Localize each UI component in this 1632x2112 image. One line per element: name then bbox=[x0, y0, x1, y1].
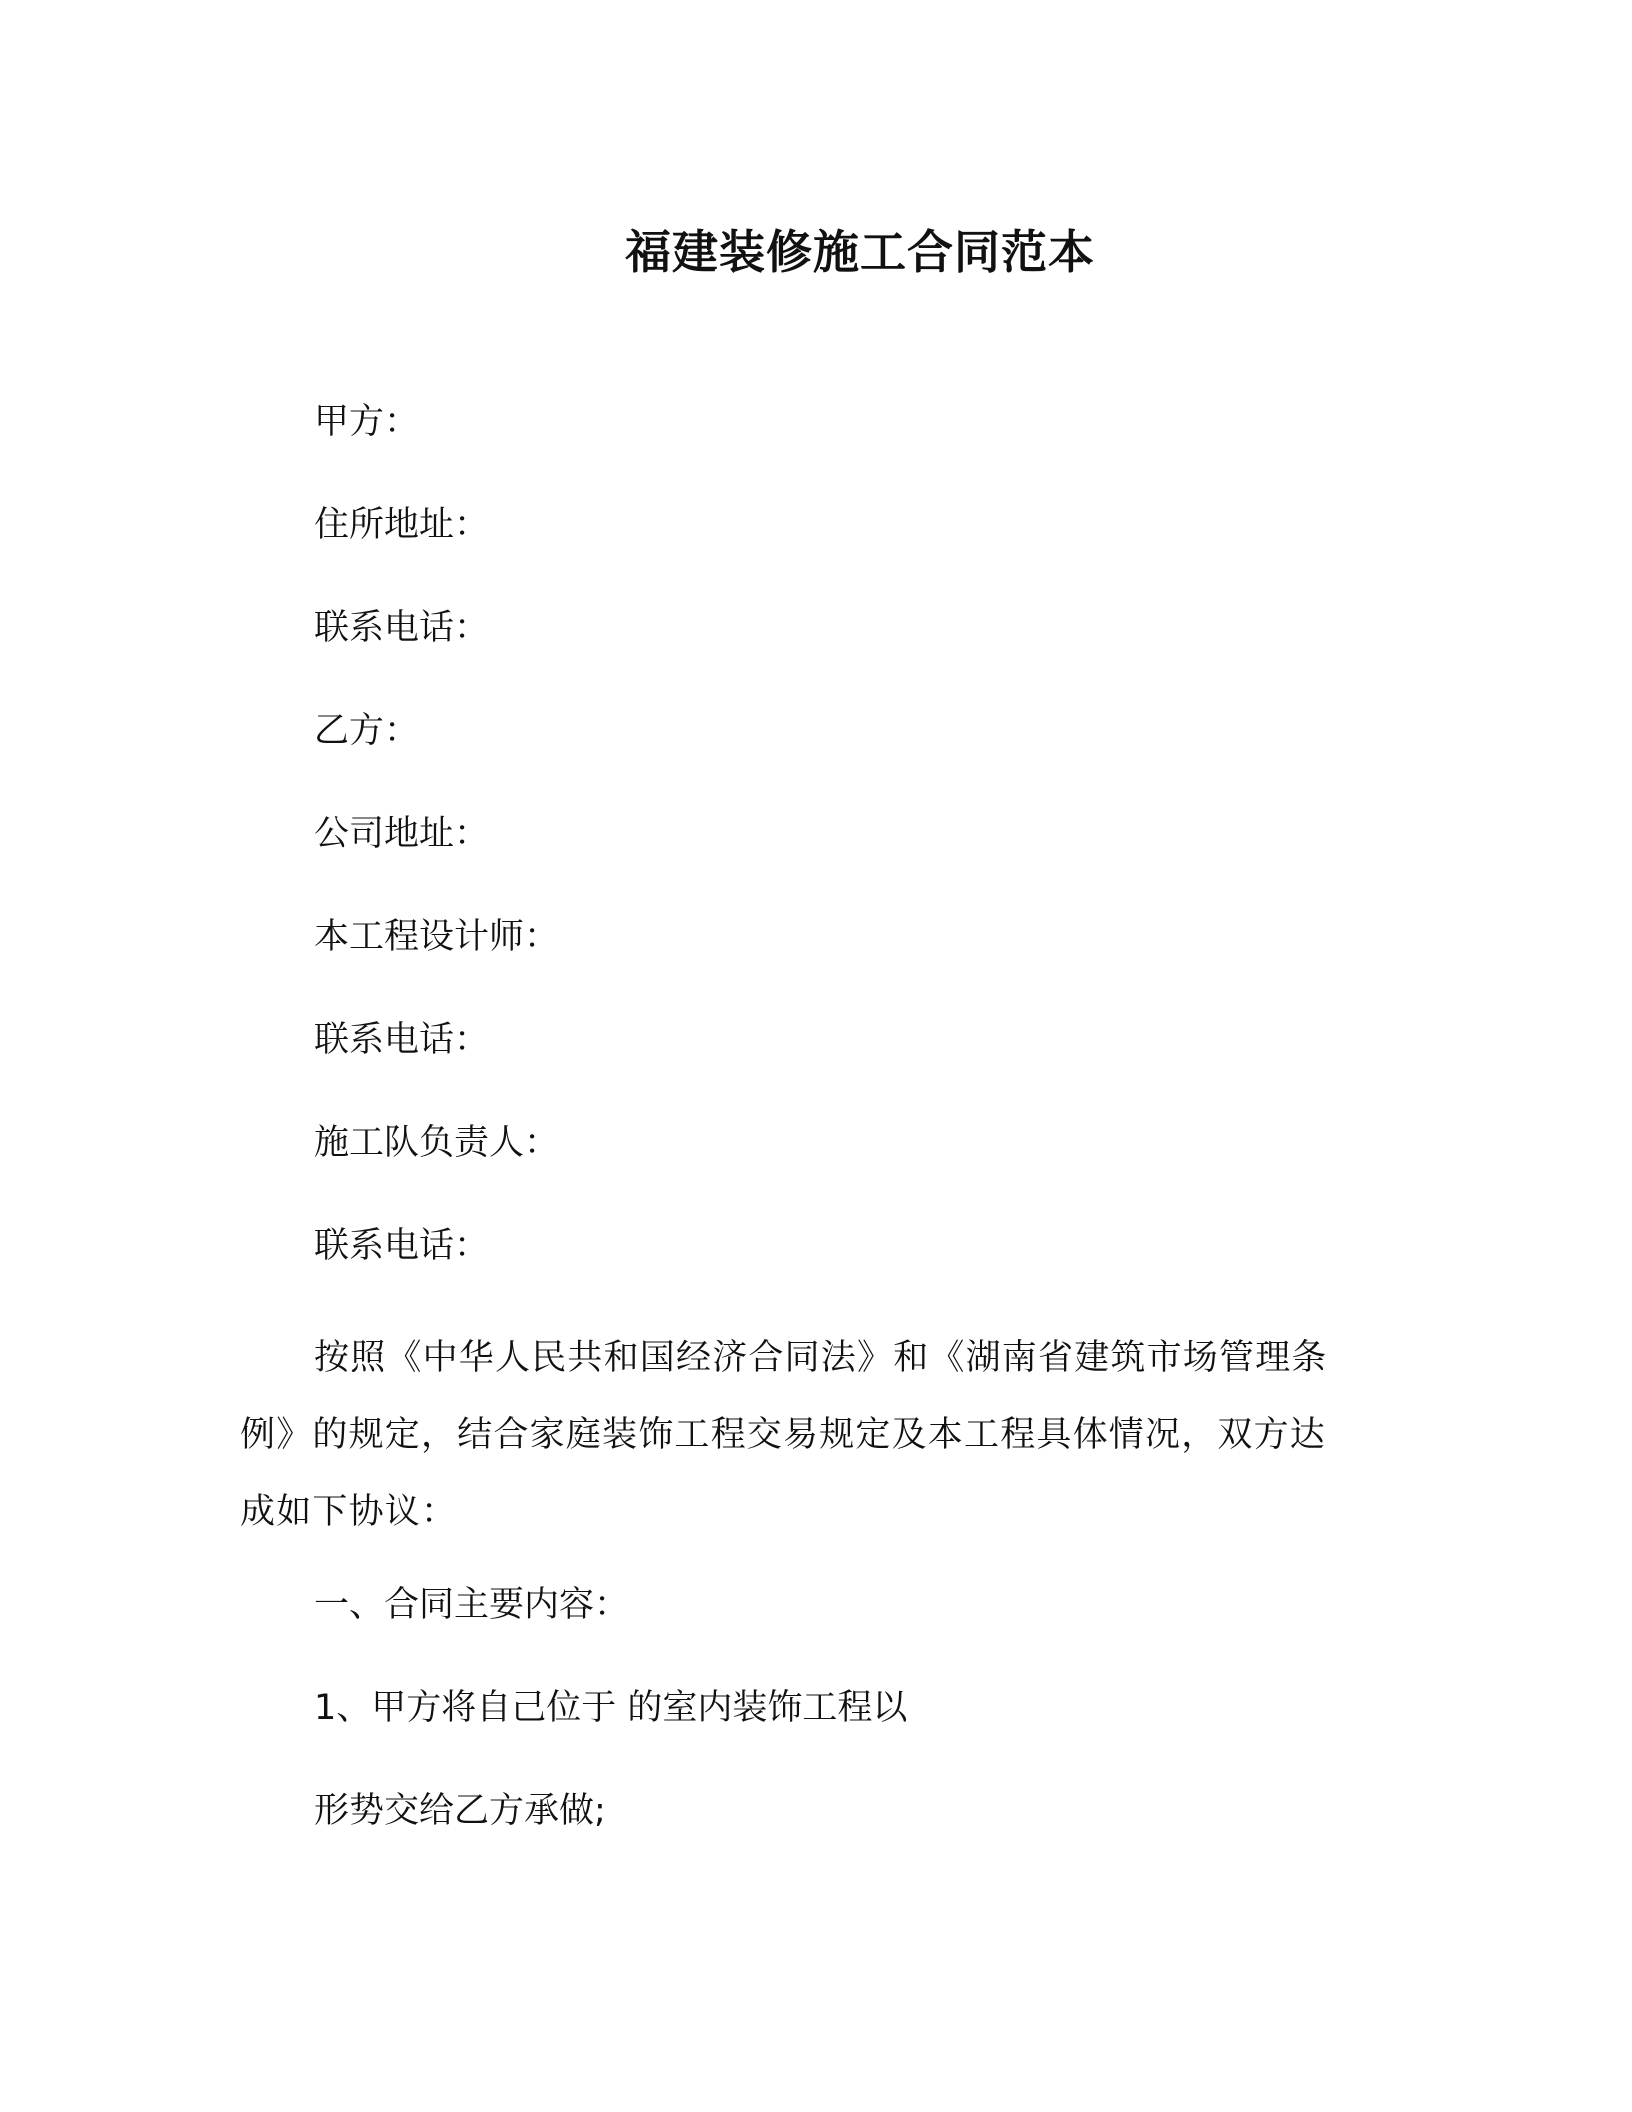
preamble-paragraph: 按照《中华人民共和国经济合同法》和《湖南省建筑市场管理条例》的规定，结合家庭装饰工程交易规定及本工程具体情况，双方达成如下协议： bbox=[240, 1338, 1328, 1532]
party-a-phone-field: 联系电话： bbox=[314, 608, 490, 648]
construction-lead-field: 施工队负责人： bbox=[314, 1123, 560, 1163]
party-a-field: 甲方： bbox=[314, 402, 420, 442]
residence-address-field: 住所地址： bbox=[314, 505, 490, 545]
section-heading: 一、合同主要内容： bbox=[314, 1585, 630, 1625]
designer-phone-field: 联系电话： bbox=[314, 1020, 490, 1060]
contract-item-1-line-2: 形势交给乙方承做; bbox=[314, 1791, 606, 1831]
document-title: 福建装修施工合同范本 bbox=[625, 225, 1095, 279]
construction-lead-phone-field: 联系电话： bbox=[314, 1226, 490, 1266]
designer-field: 本工程设计师： bbox=[314, 917, 560, 957]
company-address-field: 公司地址： bbox=[314, 814, 490, 854]
contract-item-1-line-1: 1、甲方将自己位于 的室内装饰工程以 bbox=[314, 1688, 908, 1728]
party-b-field: 乙方： bbox=[314, 711, 420, 751]
